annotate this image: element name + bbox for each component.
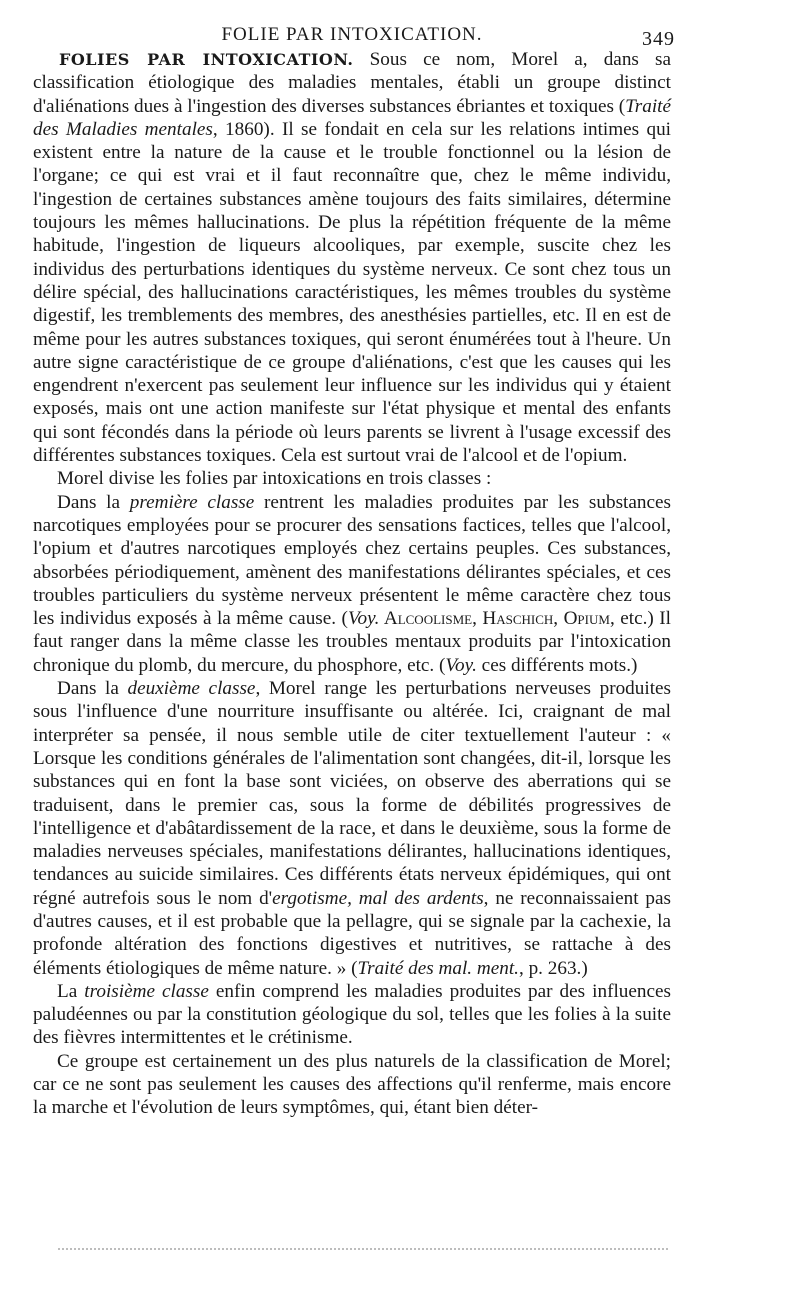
paragraph-4-italic-ergotisme: ergotisme, mal des ardents — [272, 887, 484, 909]
paragraph-4-italic-class: deuxième classe — [127, 678, 256, 700]
paragraph-3-text-b: rentrent les maladies produites par les substances narcotiques employées pour se procurer des sensations factices, telles que l'alcool, l'opium et d'autres narcotiques employés chez certains peuples. Ces substances, absorbées périodiquement, amènent des manifestations délirantes spéciales, et ces troubles particuliers du système nerveux présentent le même caractère chez tous les individus exposés à la même cause. ( — [33, 491, 671, 630]
paragraph-5-text-b: enfin comprend les maladies produites par des influences paludéennes ou par la constitution géologique du sol, telles que les folies à la suite des fièvres intermittentes et le crétinisme. — [33, 980, 671, 1049]
paragraph-3-text-d: ces différents mots.) — [476, 654, 638, 676]
paragraph-4-text-a: Dans la — [57, 678, 128, 700]
paragraph-4-text-b: , Morel range les perturbations nerveuses produites sous l'influence d'une nourriture insuffisante ou altérée. Ici, craignant de mal interpréter sa pensée, il nous semble utile de citer textuellement l'auteur : « Lorsque les conditions générales de l'alimentation sont changées, dit-il, lorsque les substances qui en font la base sont viciées, on observe des aberrations qui se traduisent, dans le premier cas, sous la forme de débilités progressives de l'intelligence et d'abâtardissement de la race, et dans le deuxième, sous la forme de maladies nerveuses spéciales, manifestations délirantes, hallucinations identiques, tendances au suicide similaires. Ces différents états nerveux épidémiques, qui ont régné autrefois sous le nom d' — [33, 678, 672, 909]
paragraph-1-text-a: Sous ce nom, Morel a, dans sa classification étiologique des maladies mentales, établi un groupe distinct d'aliénations dues à l'ingestion des diverses substances ébriantes et toxiques ( — [33, 49, 671, 117]
paragraph-3-text-a: Dans la — [57, 491, 130, 513]
page-number: 349 — [642, 28, 675, 50]
paragraph-5-italic-class: troisième classe — [84, 980, 209, 1002]
paragraph-4-text-c: , ne reconnaissaient pas d'autres causes, et il est probable que la pellagre, qui se signale par la cachexie, la profonde altération des fonctions digestives et nutritives, se rattache à des éléments étiologiques de même nature. » ( — [33, 887, 671, 979]
paragraph-3-italic-class: première classe — [129, 491, 255, 513]
entry-heading: FOLIES PAR INTOXICATION. — [59, 50, 354, 69]
running-title: FOLIE PAR INTOXICATION. — [221, 24, 483, 45]
paragraph-6: Ce groupe est certainement un des plus naturels de la classification de Morel; car ce ne sont pas seulement les causes des affections qu'il renferme, mais encore la marche et l'évolution de leurs symptômes, qui, étant bien déter- — [33, 1050, 671, 1119]
paragraph-4-italic-citation: Traité des mal. ment. — [357, 957, 519, 979]
paragraph-1-text-b: , 1860). Il se fondait en cela sur les relations intimes qui existent entre la nature de la cause et le trouble fonctionnel ou la lésion de l'organe; ce qui est vrai et il faut reconnaître que, chez le même individu, l'ingestion de certaines substances amène toujours des faits similaires, détermine toujours les mêmes hallucinations. De plus la répétition fréquente de la même habitude, l'ingestion de liqueurs alcooliques, par exemple, suscite chez les individus des perturbations identiques du système nerveux. Ce sont chez tous un délire spécial, des hallucinations caractéristiques, les mêmes troubles du système digestif, les tremblements des membres, des anesthésies partielles, etc. Il en est de même pour les autres substances toxiques, qui seront énumérées tout à l'heure. Un autre signe caractéristique de ce groupe d'aliénations, c'est que les causes qui les engendrent n'exercent pas seulement leur influence sur les individus qui y étaient exposés, mais ont une action manifeste sur l'état physique et mental des enfants qui sont fécondés dans la période où leurs parents se livrent à l'usage excessif des différentes substances toxiques. Cela est surtout vrai de l'alcool et de l'opium. — [33, 118, 672, 467]
paragraph-3 — [33, 491, 671, 677]
paragraph-5 — [33, 980, 671, 1050]
paragraph-4 — [33, 677, 671, 980]
document-page — [33, 18, 675, 1120]
paragraph-1-italic-title: Traité des Maladies mentales — [33, 95, 671, 140]
paragraph-1 — [33, 48, 671, 467]
paragraph-4-text-d: , p. 263.) — [518, 957, 588, 979]
paragraph-3-text-c: , etc.) Il faut ranger dans la même classe les troubles mentaux produits par l'intoxication chronique du plomb, du mercure, du phosphore, etc. ( — [33, 608, 671, 676]
footer-dotted-rule — [58, 1248, 668, 1250]
paragraph-3-smallcaps-refs: Alcoolisme, Haschich, Opium — [379, 608, 610, 630]
paragraph-5-text-a: La — [57, 980, 85, 1002]
body-text — [33, 48, 671, 1120]
paragraph-3-italic-voy-1: Voy. — [347, 608, 380, 630]
paragraph-2: Morel divise les folies par intoxications en trois classes : — [57, 468, 492, 490]
running-header — [33, 18, 675, 50]
paragraph-3-italic-voy-2: Voy. — [445, 654, 477, 676]
